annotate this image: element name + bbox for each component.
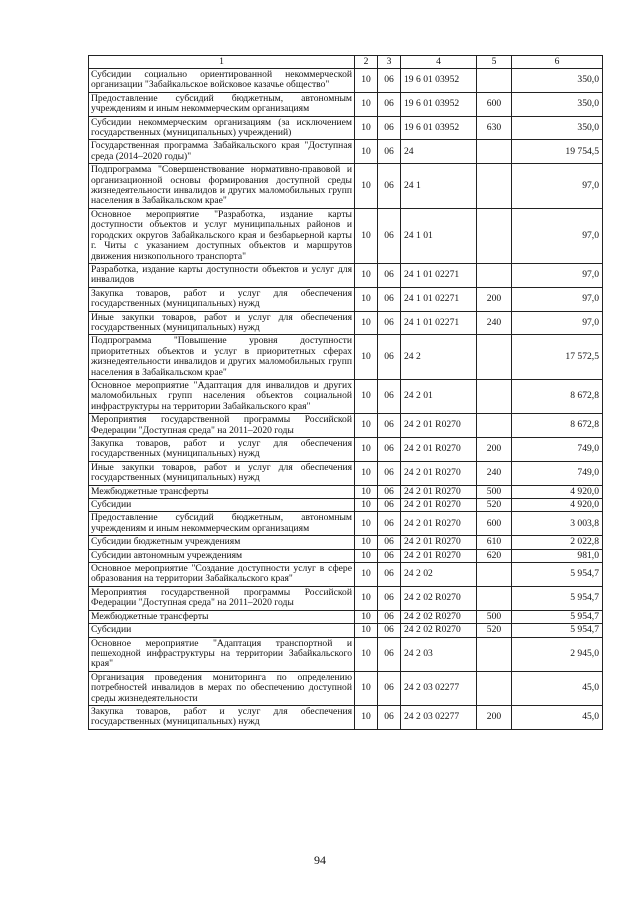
table-row: [89, 311, 603, 335]
row-name-cell: Субсидии некоммерческим организациям (за исключением государственных (муниципальных) учреждений): [89, 116, 355, 140]
table-row: [89, 379, 603, 413]
section-cell: 10: [355, 705, 378, 729]
amount-cell: 5 954,7: [512, 624, 603, 637]
page-number: 94: [314, 853, 326, 867]
expense-type-cell: 200: [477, 438, 512, 462]
section-cell: 10: [355, 485, 378, 498]
section-cell: 10: [355, 116, 378, 140]
amount-cell: 45,0: [512, 705, 603, 729]
expense-type-cell: [477, 69, 512, 93]
target-code-cell: 19 6 01 03952: [401, 116, 477, 140]
target-code-cell: 24 2 02: [401, 563, 477, 587]
amount-cell: 17 572,5: [512, 335, 603, 380]
amount-cell: 19 754,5: [512, 140, 603, 164]
row-name-cell: Основное мероприятие "Разработка, издание карты доступности объектов и услуг муниципальных районов и городских округов Забайкальского края и безбарьерной карты г. Читы с указанием доступных объектов и маршрутов движения низкопольного транспорта": [89, 208, 355, 263]
table-row: [89, 208, 603, 263]
subsection-cell: 06: [378, 705, 401, 729]
row-name-cell: Мероприятия государственной программы Российской Федерации "Доступная среда" на 2011–2020 годы: [89, 414, 355, 438]
expense-type-cell: [477, 335, 512, 380]
amount-cell: 4 920,0: [512, 485, 603, 498]
subsection-cell: 06: [378, 92, 401, 116]
section-cell: 10: [355, 512, 378, 536]
row-name-cell: Предоставление субсидий бюджетным, автономным учреждениям и иным некоммерческим организациям: [89, 512, 355, 536]
subsection-cell: 06: [378, 263, 401, 287]
expense-type-cell: 520: [477, 499, 512, 512]
row-name-cell: Организация проведения мониторинга по определению потребностей инвалидов в мерах по обеспечению доступной среды жизнедеятельности: [89, 671, 355, 705]
table-row: [89, 461, 603, 485]
row-name-cell: Закупка товаров, работ и услуг для обеспечения государственных (муниципальных) нужд: [89, 705, 355, 729]
expense-type-cell: 200: [477, 705, 512, 729]
target-code-cell: 24: [401, 140, 477, 164]
amount-cell: 981,0: [512, 549, 603, 562]
target-code-cell: 24 2 02 R0270: [401, 610, 477, 623]
section-cell: 10: [355, 637, 378, 671]
expense-type-cell: [477, 671, 512, 705]
budget-table: [88, 55, 603, 730]
expense-type-cell: 610: [477, 536, 512, 549]
expense-type-cell: 500: [477, 485, 512, 498]
target-code-cell: 24 1 01: [401, 208, 477, 263]
expense-type-cell: [477, 164, 512, 209]
subsection-cell: 06: [378, 414, 401, 438]
target-code-cell: 24 2 01 R0270: [401, 414, 477, 438]
subsection-cell: 06: [378, 512, 401, 536]
table-row: [89, 140, 603, 164]
row-name-cell: Подпрограмма "Совершенствование нормативно-правовой и организационной основы формирования доступной среды жизнедеятельности инвалидов и других маломобильных групп населения в Забайкальском крае": [89, 164, 355, 209]
subsection-cell: 06: [378, 379, 401, 413]
target-code-cell: 24 2 01 R0270: [401, 461, 477, 485]
section-cell: 10: [355, 610, 378, 623]
target-code-cell: 19 6 01 03952: [401, 69, 477, 93]
expense-type-cell: 600: [477, 512, 512, 536]
expense-type-cell: 630: [477, 116, 512, 140]
row-name-cell: Межбюджетные трансферты: [89, 485, 355, 498]
section-cell: 10: [355, 379, 378, 413]
subsection-cell: 06: [378, 69, 401, 93]
expense-type-cell: 240: [477, 311, 512, 335]
subsection-cell: 06: [378, 438, 401, 462]
expense-type-cell: 240: [477, 461, 512, 485]
amount-cell: 8 672,8: [512, 379, 603, 413]
section-cell: 10: [355, 263, 378, 287]
target-code-cell: 24 1 01 02271: [401, 311, 477, 335]
amount-cell: 8 672,8: [512, 414, 603, 438]
amount-cell: 97,0: [512, 287, 603, 311]
target-code-cell: 24 2 03 02277: [401, 705, 477, 729]
row-name-cell: Субсидии автономным учреждениям: [89, 549, 355, 562]
target-code-cell: 24 1: [401, 164, 477, 209]
target-code-cell: 24 2 01 R0270: [401, 536, 477, 549]
row-name-cell: Подпрограмма "Повышение уровня доступности приоритетных объектов и услуг в приоритетных сферах жизнедеятельности инвалидов и других маломобильных групп населения в Забайкальском крае": [89, 335, 355, 380]
row-name-cell: Иные закупки товаров, работ и услуг для обеспечения государственных (муниципальных) нужд: [89, 311, 355, 335]
header-cell: 6: [512, 56, 603, 69]
subsection-cell: 06: [378, 671, 401, 705]
row-name-cell: Субсидии: [89, 624, 355, 637]
expense-type-cell: [477, 637, 512, 671]
target-code-cell: 24 2: [401, 335, 477, 380]
table-row: [89, 549, 603, 562]
section-cell: 10: [355, 92, 378, 116]
header-cell: 2: [355, 56, 378, 69]
subsection-cell: 06: [378, 116, 401, 140]
section-cell: 10: [355, 586, 378, 610]
amount-cell: 3 003,8: [512, 512, 603, 536]
section-cell: 10: [355, 461, 378, 485]
section-cell: 10: [355, 563, 378, 587]
amount-cell: 2 945,0: [512, 637, 603, 671]
amount-cell: 749,0: [512, 438, 603, 462]
target-code-cell: 19 6 01 03952: [401, 92, 477, 116]
target-code-cell: 24 2 02 R0270: [401, 624, 477, 637]
expense-type-cell: 200: [477, 287, 512, 311]
row-name-cell: Закупка товаров, работ и услуг для обеспечения государственных (муниципальных) нужд: [89, 438, 355, 462]
expense-type-cell: [477, 379, 512, 413]
table-row: [89, 586, 603, 610]
amount-cell: 350,0: [512, 92, 603, 116]
table-row: [89, 485, 603, 498]
section-cell: 10: [355, 208, 378, 263]
row-name-cell: Предоставление субсидий бюджетным, автономным учреждениям и иным некоммерческим организациям: [89, 92, 355, 116]
subsection-cell: 06: [378, 335, 401, 380]
row-name-cell: Разработка, издание карты доступности объектов и услуг для инвалидов: [89, 263, 355, 287]
header-cell: 3: [378, 56, 401, 69]
subsection-cell: 06: [378, 549, 401, 562]
table-row: [89, 438, 603, 462]
row-name-cell: Субсидии бюджетным учреждениям: [89, 536, 355, 549]
table-row: [89, 335, 603, 380]
amount-cell: 97,0: [512, 208, 603, 263]
subsection-cell: 06: [378, 536, 401, 549]
subsection-cell: 06: [378, 485, 401, 498]
target-code-cell: 24 2 01 R0270: [401, 549, 477, 562]
row-name-cell: Иные закупки товаров, работ и услуг для обеспечения государственных (муниципальных) нужд: [89, 461, 355, 485]
target-code-cell: 24 2 02 R0270: [401, 586, 477, 610]
table-row: [89, 512, 603, 536]
expense-type-cell: [477, 263, 512, 287]
subsection-cell: 06: [378, 287, 401, 311]
amount-cell: 350,0: [512, 116, 603, 140]
subsection-cell: 06: [378, 311, 401, 335]
table-row: [89, 69, 603, 93]
row-name-cell: Основное мероприятие "Адаптация для инвалидов и других маломобильных групп населения объектов социальной инфраструктуры на территории Забайкальского края": [89, 379, 355, 413]
row-name-cell: Закупка товаров, работ и услуг для обеспечения государственных (муниципальных) нужд: [89, 287, 355, 311]
subsection-cell: 06: [378, 610, 401, 623]
table-row: [89, 263, 603, 287]
amount-cell: 749,0: [512, 461, 603, 485]
subsection-cell: 06: [378, 499, 401, 512]
amount-cell: 97,0: [512, 263, 603, 287]
table-row: [89, 610, 603, 623]
row-name-cell: Государственная программа Забайкальского края "Доступная среда (2014–2020 годы)": [89, 140, 355, 164]
table-row: [89, 414, 603, 438]
amount-cell: 350,0: [512, 69, 603, 93]
amount-cell: 4 920,0: [512, 499, 603, 512]
row-name-cell: Основное мероприятие "Адаптация транспортной и пешеходной инфраструктуры на территории Забайкальского края": [89, 637, 355, 671]
section-cell: 10: [355, 287, 378, 311]
row-name-cell: Мероприятия государственной программы Российской Федерации "Доступная среда" на 2011–2020 годы: [89, 586, 355, 610]
section-cell: 10: [355, 414, 378, 438]
header-cell: 1: [89, 56, 355, 69]
section-cell: 10: [355, 671, 378, 705]
expense-type-cell: 620: [477, 549, 512, 562]
section-cell: 10: [355, 140, 378, 164]
target-code-cell: 24 2 01 R0270: [401, 499, 477, 512]
amount-cell: 5 954,7: [512, 563, 603, 587]
table-row: [89, 536, 603, 549]
amount-cell: 5 954,7: [512, 610, 603, 623]
section-cell: 10: [355, 536, 378, 549]
header-cell: 5: [477, 56, 512, 69]
header-cell: 4: [401, 56, 477, 69]
row-name-cell: Межбюджетные трансферты: [89, 610, 355, 623]
expense-type-cell: 500: [477, 610, 512, 623]
subsection-cell: 06: [378, 140, 401, 164]
subsection-cell: 06: [378, 461, 401, 485]
table-row: [89, 563, 603, 587]
table-row: [89, 624, 603, 637]
row-name-cell: Основное мероприятие "Создание доступности услуг в сфере образования на территории Забайкальского края": [89, 563, 355, 587]
amount-cell: 2 022,8: [512, 536, 603, 549]
section-cell: 10: [355, 438, 378, 462]
amount-cell: 97,0: [512, 311, 603, 335]
section-cell: 10: [355, 624, 378, 637]
expense-type-cell: [477, 563, 512, 587]
target-code-cell: 24 2 03 02277: [401, 671, 477, 705]
target-code-cell: 24 2 01 R0270: [401, 512, 477, 536]
subsection-cell: 06: [378, 563, 401, 587]
amount-cell: 5 954,7: [512, 586, 603, 610]
section-cell: 10: [355, 69, 378, 93]
row-name-cell: Субсидии социально ориентированной некоммерческой организации "Забайкальское войсковое казачье общество": [89, 69, 355, 93]
table-row: [89, 671, 603, 705]
expense-type-cell: 600: [477, 92, 512, 116]
table-row: [89, 164, 603, 209]
section-cell: 10: [355, 311, 378, 335]
subsection-cell: 06: [378, 208, 401, 263]
target-code-cell: 24 1 01 02271: [401, 263, 477, 287]
subsection-cell: 06: [378, 586, 401, 610]
target-code-cell: 24 2 01 R0270: [401, 438, 477, 462]
expense-type-cell: [477, 208, 512, 263]
expense-type-cell: [477, 586, 512, 610]
table-row: [89, 705, 603, 729]
table-row: [89, 637, 603, 671]
subsection-cell: 06: [378, 637, 401, 671]
section-cell: 10: [355, 499, 378, 512]
table-row: [89, 92, 603, 116]
section-cell: 10: [355, 164, 378, 209]
header-row: [89, 56, 603, 69]
target-code-cell: 24 2 01 R0270: [401, 485, 477, 498]
table-row: [89, 116, 603, 140]
amount-cell: 45,0: [512, 671, 603, 705]
table-row: [89, 287, 603, 311]
section-cell: 10: [355, 335, 378, 380]
amount-cell: 97,0: [512, 164, 603, 209]
target-code-cell: 24 1 01 02271: [401, 287, 477, 311]
expense-type-cell: [477, 140, 512, 164]
expense-type-cell: 520: [477, 624, 512, 637]
target-code-cell: 24 2 03: [401, 637, 477, 671]
subsection-cell: 06: [378, 164, 401, 209]
section-cell: 10: [355, 549, 378, 562]
expense-type-cell: [477, 414, 512, 438]
table-body: [89, 69, 603, 730]
subsection-cell: 06: [378, 624, 401, 637]
table-row: [89, 499, 603, 512]
row-name-cell: Субсидии: [89, 499, 355, 512]
target-code-cell: 24 2 01: [401, 379, 477, 413]
